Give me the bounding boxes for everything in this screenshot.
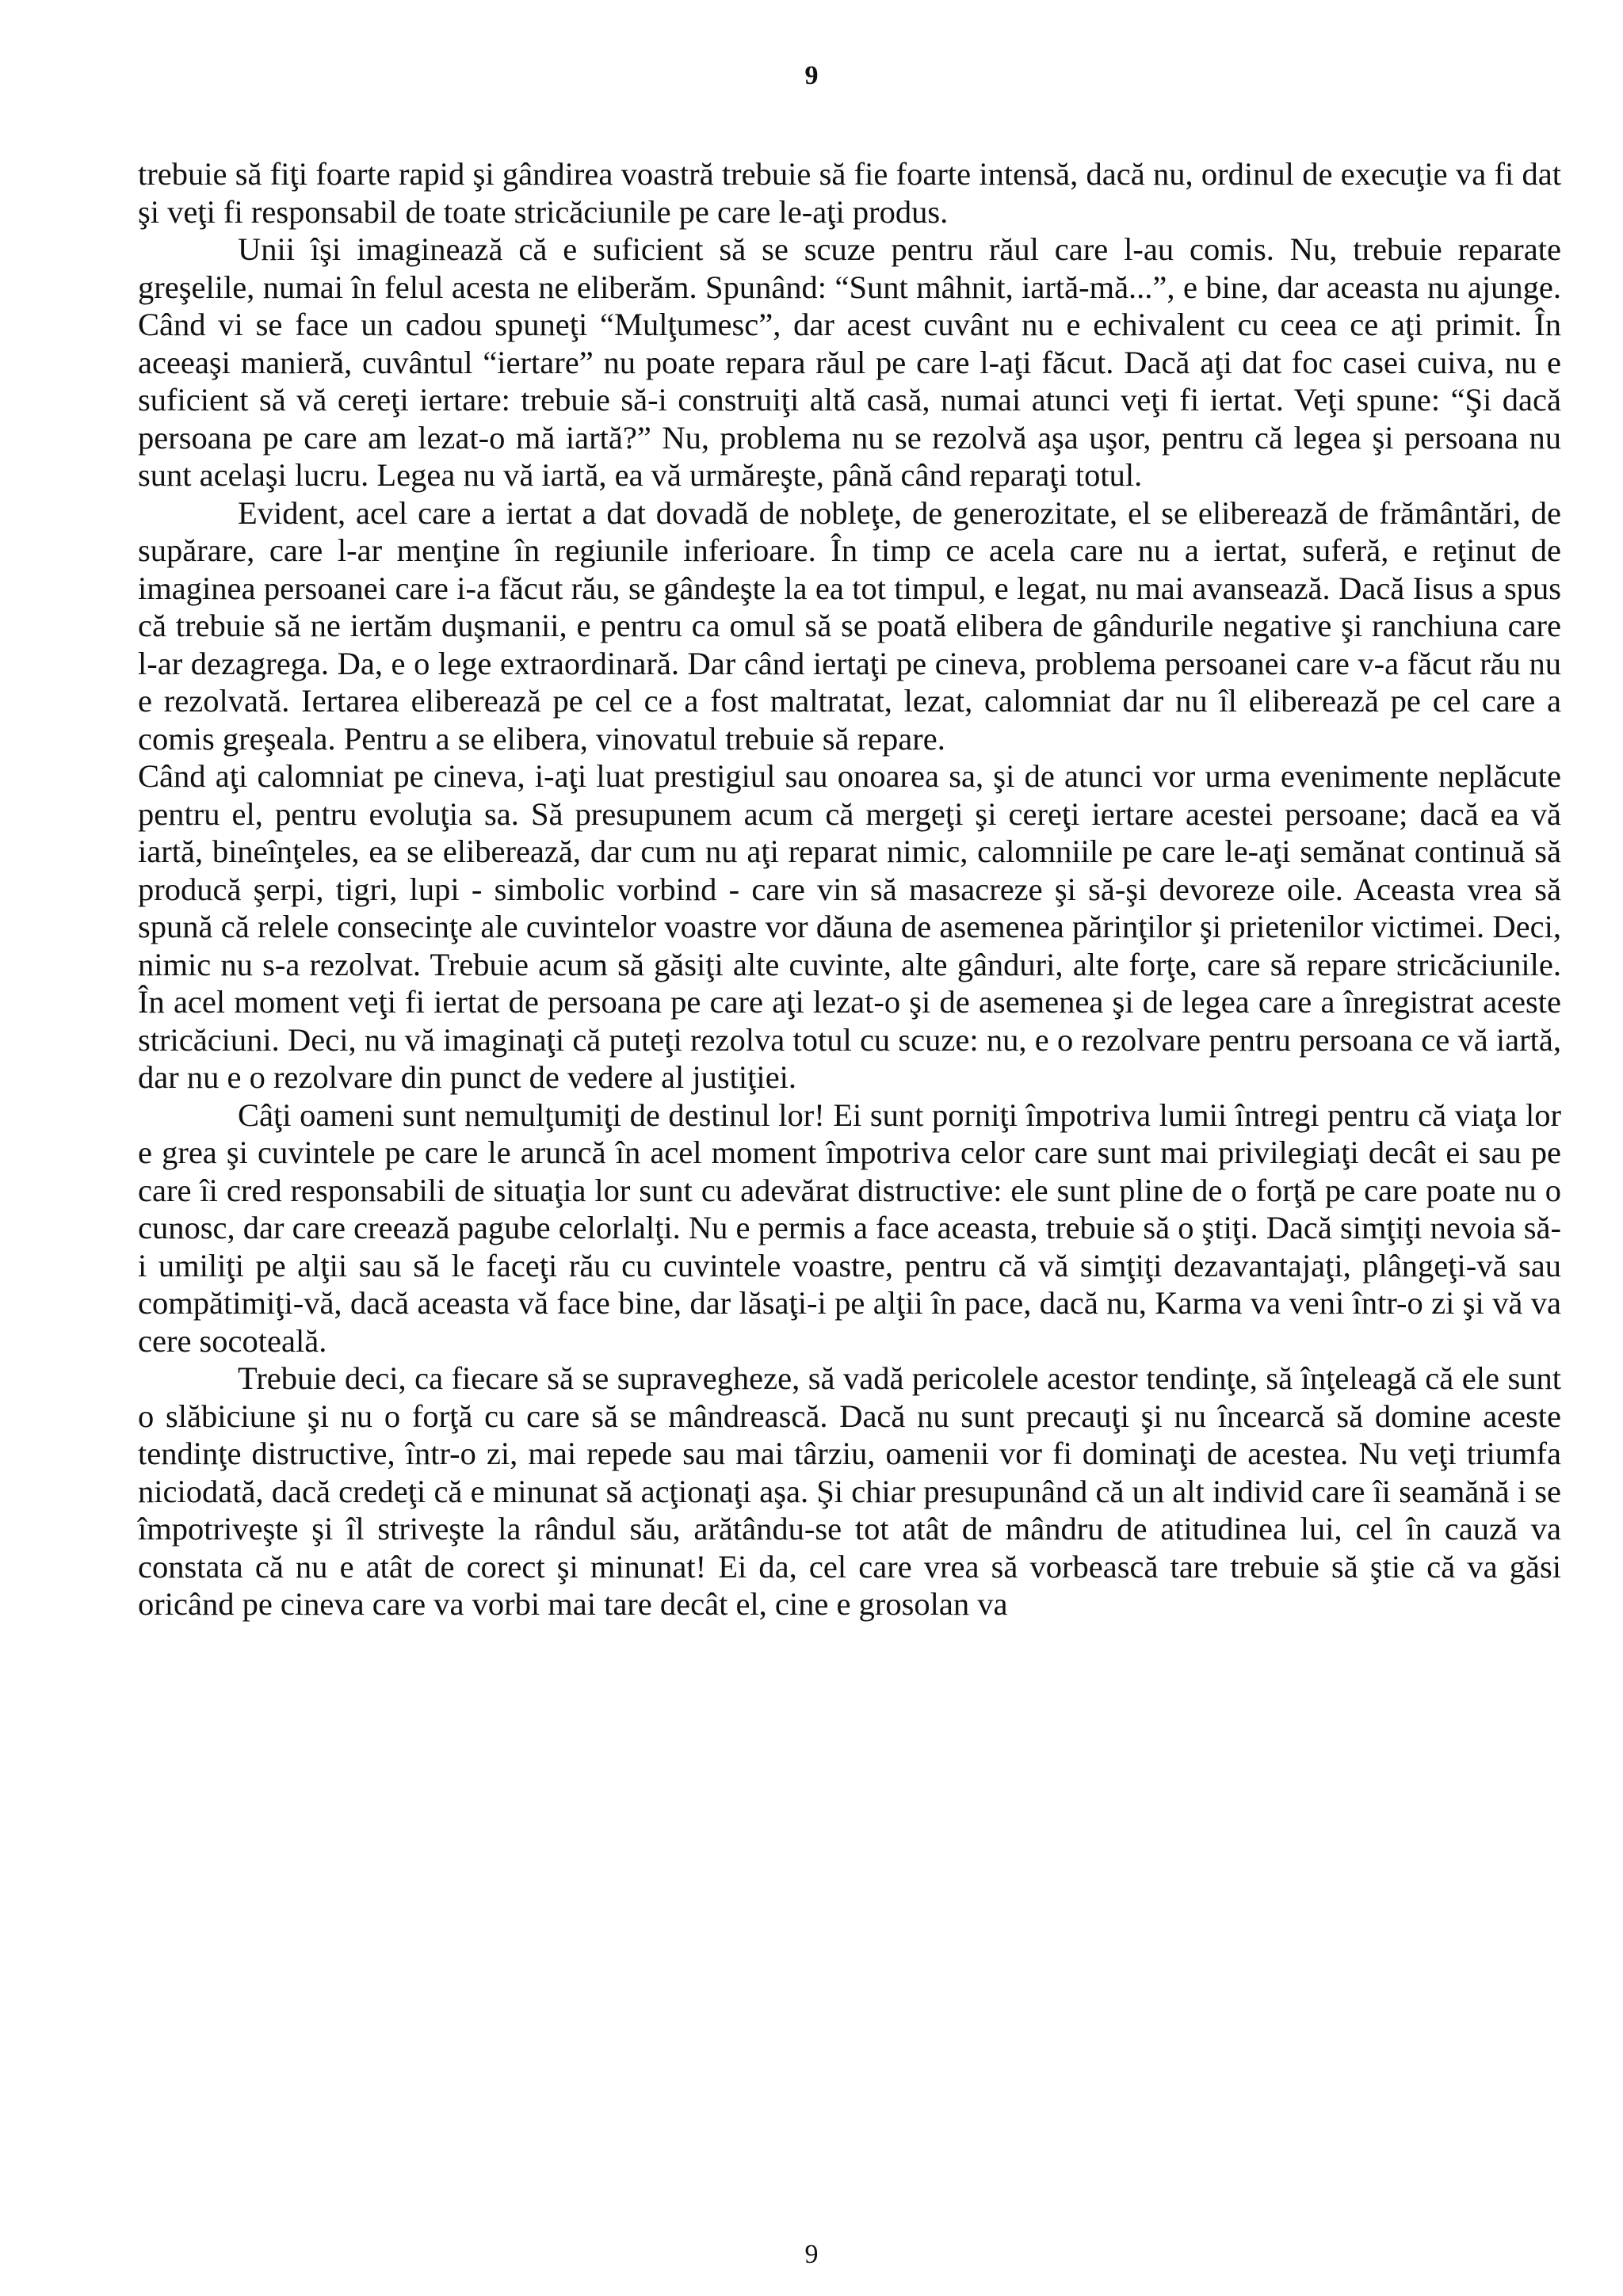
paragraph-calumny: Când aţi calomniat pe cineva, i-aţi luat prestigiul sau onoarea sa, şi de atunci vor urma evenimente neplăcute pentru el, pentru evoluţia sa. Să presupunem acum că mergeţi şi cereţi iertare acestei persoane; dacă ea vă iartă, bineînţeles, ea se eliberează, dar cum nu aţi reparat nimic, calomniile pe care le-aţi semănat continuă să producă şerpi, tigri, lupi - simbolic vorbind - care vin să masacreze şi să-şi devoreze oile. Aceasta vrea să spună că relele consecinţe ale cuvintelor voastre vor dăuna de asemenea părinţilor şi prietenilor victimei. Deci, nimic nu s-a rezolvat. Trebuie acum să găsiţi alte cuvinte, alte gânduri, alte forţe, care să repare stricăciunile. În acel moment veţi fi iertat de persoana pe care aţi lezat-o şi de asemenea şi de legea care a înregistrat aceste stricăciuni. Deci, nu vă imaginaţi că puteţi rezolva totul cu scuze: nu, e o rezolvare pentru persoana ce vă iartă, dar nu e o rezolvare din punct de vedere al justiţiei. [138,758,1561,1095]
paragraph-vigilance: Trebuie deci, ca fiecare să se supravegheze, să vadă pericolele acestor tendinţe, să înţeleagă că ele sunt o slăbiciune şi nu o forţă cu care să se mândrească. Dacă nu sunt precauţi şi nu încearcă să domine aceste tendinţe distructive, într-o zi, mai repede sau mai târziu, oamenii vor fi dominaţi de acestea. Nu veţi triumfa niciodată, dacă credeţi că e minunat să acţionaţi aşa. Şi chiar presupunând că un alt individ care îi seamănă i se împotriveşte şi îl striveşte la rândul său, arătându-se tot atât de mândru de atitudinea lui, cel în cauză va constata că nu e atât de corect şi minunat! Ei da, cel care vrea să vorbească tare trebuie să ştie că va găsi oricând pe cineva care va vorbi mai tare decât el, cine e grosolan va [138,1360,1561,1622]
paragraph-discontent: Câţi oameni sunt nemulţumiţi de destinul lor! Ei sunt porniţi împotriva lumii întregi pentru că viaţa lor e grea şi cuvintele pe care le aruncă în acel moment împotriva celor care sunt mai privilegiaţi decât ei sau pe care îi cred responsabili de situaţia lor sunt cu adevărat distructive: ele sunt pline de o forţă pe care poate nu o cunosc, dar care creează pagube celorlalţi. Nu e permis a face aceasta, trebuie să o ştiţi. Dacă simţiţi nevoia să-i umiliţi pe alţii sau să le faceţi rău cu cuvintele voastre, pentru că vă simţiţi dezavantajaţi, plângeţi-vă sau compătimiţi-vă, dacă aceasta vă face bine, dar lăsaţi-i pe alţii în pace, dacă nu, Karma va veni într-o zi şi vă va cere socoteală. [138,1097,1561,1359]
paragraph-continuation: trebuie să fiţi foarte rapid şi gândirea voastră trebuie să fie foarte intensă, dacă nu, ordinul de execuţie va fi dat şi veţi fi responsabil de toate stricăciunile pe care le-aţi produs. [138,156,1561,230]
page-number-top: 9 [804,61,819,90]
paragraph-forgiveness: Evident, acel care a iertat a dat dovadă de nobleţe, de generozitate, el se eliberează de frământări, de supărare, care l-ar menţine în regiunile inferioare. În timp ce acela care nu a iertat, suferă, e reţinut de imaginea persoanei care i-a făcut rău, se gândeşte la ea tot timpul, e legat, nu mai avansează. Dacă Iisus a spus că trebuie să ne iertăm duşmanii, e pentru ca omul să se poată elibera de gândurile negative şi ranchiuna care l-ar dezagrega. Da, e o lege extraordinară. Dar când iertaţi pe cineva, problema persoanei care v-a făcut rău nu e rezolvată. Iertarea eliberează pe cel ce a fost maltratat, lezat, calomniat dar nu îl eliberează pe cel care a comis greşeala. Pentru a se elibera, vinovatul trebuie să repare. [138,494,1561,757]
paragraph-apology: Unii îşi imaginează că e suficient să se scuze pentru răul care l-au comis. Nu, trebuie reparate greşelile, numai în felul acesta ne eliberăm. Spunând: “Sunt mâhnit, iartă-mă...”, e bine, dar aceasta nu ajunge. Când vi se face un cadou spuneţi “Mulţumesc”, dar acest cuvânt nu e echivalent cu ceea ce aţi primit. În aceeaşi manieră, cuvântul “iertare” nu poate repara răul pe care l-aţi făcut. Dacă aţi dat foc casei cuiva, nu e suficient să vă cereţi iertare: trebuie să-i construiţi altă casă, numai atunci veţi fi iertat. Veţi spune: “Şi dacă persoana pe care am lezat-o mă iartă?” Nu, problema nu se rezolvă aşa uşor, pentru că legea şi persoana nu sunt acelaşi lucru. Legea nu vă iartă, ea vă urmăreşte, până când reparaţi totul. [138,231,1561,493]
body-text [138,155,1561,1623]
page-number-bottom: 9 [804,2240,819,2269]
